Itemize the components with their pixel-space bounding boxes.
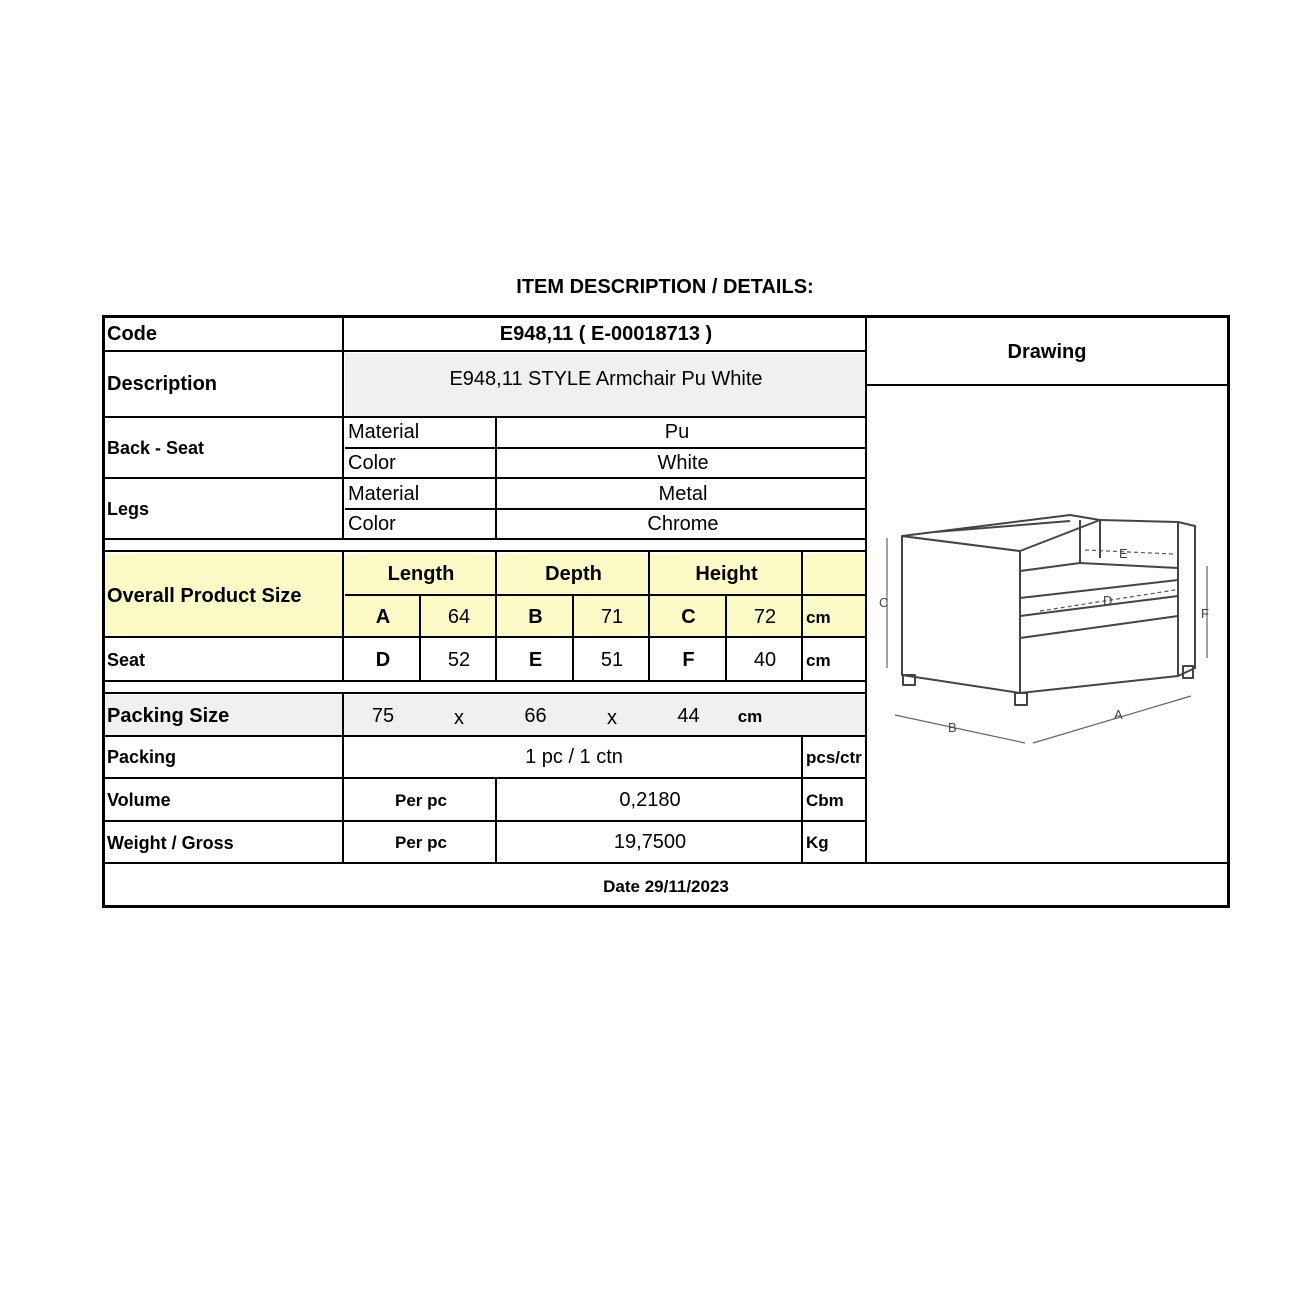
packing-label: Packing [107, 747, 177, 767]
packing-value: 1 pc / 1 ctn [525, 746, 623, 768]
back-seat-material-value: Pu [664, 421, 690, 443]
packing-size-unit: cm [737, 707, 763, 726]
volume-per: Per pc [395, 791, 447, 810]
volume-label: Volume [107, 790, 171, 810]
back-seat-color-key: Color [348, 452, 396, 474]
weight-value: 19,7500 [613, 831, 687, 853]
legs-label: Legs [107, 499, 150, 519]
code-value: E948,11 ( E-00018713 ) [499, 323, 713, 345]
depth-header: Depth [545, 563, 602, 585]
packing-size-height: 44 [677, 705, 700, 727]
packing-size-sep-1: x [454, 707, 464, 729]
seat-unit: cm [806, 651, 831, 670]
length-header: Length [387, 563, 455, 585]
description-value: E948,11 STYLE Armchair Pu White [449, 368, 763, 390]
dim-value-d: 52 [447, 649, 471, 671]
drawing-label: Drawing [1007, 341, 1087, 363]
dim-letter-c: C [681, 606, 696, 628]
dim-letter-f: F [682, 649, 695, 671]
packing-size-depth: 66 [524, 705, 547, 727]
armchair-drawing [875, 508, 1225, 758]
drawing-letter-e: E [1119, 546, 1128, 561]
back-seat-label: Back - Seat [107, 438, 205, 458]
code-label: Code [107, 323, 157, 345]
dim-value-b: 71 [600, 606, 624, 628]
weight-unit: Kg [806, 833, 829, 852]
dim-letter-e: E [528, 649, 543, 671]
dim-value-a: 64 [447, 606, 471, 628]
packing-size-length: 75 [371, 705, 395, 727]
dim-value-e: 51 [600, 649, 624, 671]
drawing-letter-b: B [948, 720, 957, 735]
page-title: ITEM DESCRIPTION / DETAILS: [516, 276, 814, 298]
dim-letter-a: A [375, 606, 391, 628]
packing-size-sep-2: x [607, 707, 617, 729]
legs-material-key: Material [348, 483, 420, 505]
legs-color-value: Chrome [647, 513, 719, 535]
packing-size-label: Packing Size [107, 705, 230, 727]
overall-unit: cm [806, 608, 831, 627]
drawing-letter-f: F [1201, 606, 1209, 621]
weight-label: Weight / Gross [107, 833, 234, 853]
legs-color-key: Color [348, 513, 396, 535]
height-header: Height [695, 563, 758, 585]
drawing-letter-a: A [1114, 707, 1123, 722]
description-label: Description [107, 373, 218, 395]
dim-letter-d: D [375, 649, 391, 671]
back-seat-material-key: Material [348, 421, 420, 443]
weight-per: Per pc [395, 833, 447, 852]
date-label: Date 29/11/2023 [603, 877, 729, 896]
drawing-letter-c: C [879, 595, 889, 610]
dim-value-f: 40 [753, 649, 777, 671]
volume-unit: Cbm [806, 791, 844, 810]
details-table [102, 315, 1230, 908]
legs-material-value: Metal [658, 483, 708, 505]
seat-label: Seat [107, 650, 146, 670]
dim-letter-b: B [528, 606, 543, 628]
volume-value: 0,2180 [619, 789, 681, 811]
overall-size-label: Overall Product Size [107, 585, 302, 607]
packing-unit: pcs/ctr [806, 749, 862, 766]
drawing-letter-d: D [1103, 593, 1113, 608]
dim-value-c: 72 [753, 606, 777, 628]
back-seat-color-value: White [657, 452, 709, 474]
